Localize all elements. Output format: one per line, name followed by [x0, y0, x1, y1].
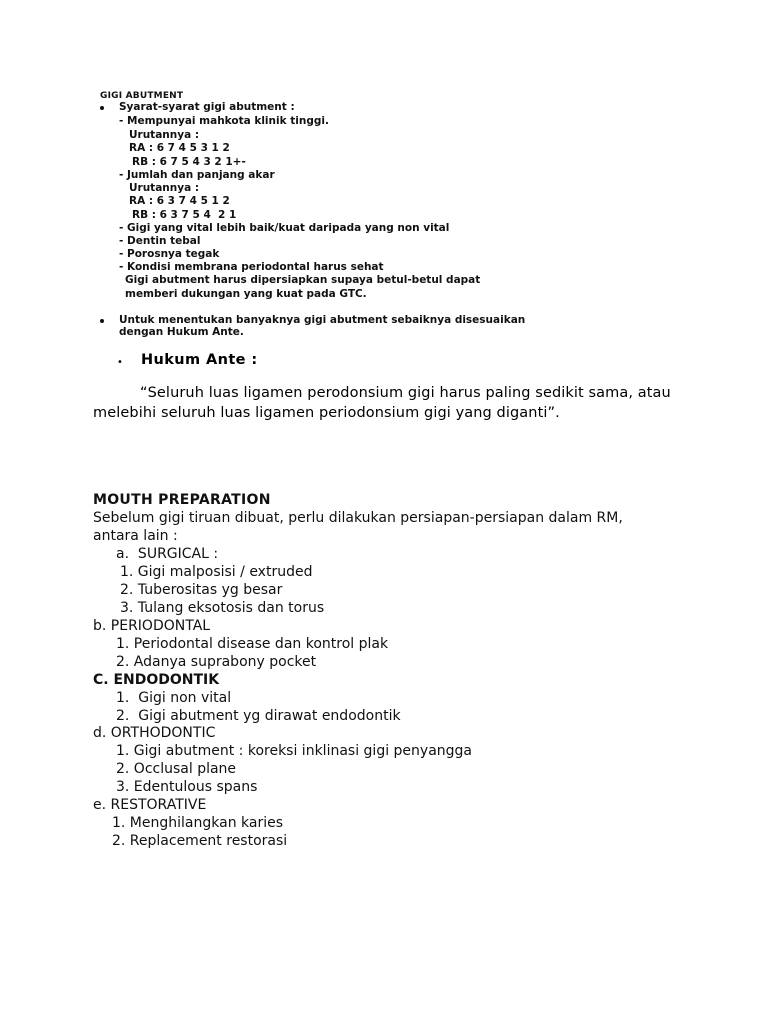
list-item: 2. Occlusal plane	[116, 761, 237, 777]
abutment-line: Syarat-syarat gigi abutment :	[119, 101, 295, 113]
list-item: 2. Adanya suprabony pocket	[116, 654, 317, 670]
abutment-line: - Dentin tebal	[119, 235, 201, 247]
category-orthodontic: d. ORTHODONTIC	[93, 725, 216, 741]
category-surgical: a. SURGICAL :	[116, 546, 219, 562]
abutment-line: RA : 6 7 4 5 3 1 2	[129, 142, 230, 154]
list-item: 1. Gigi abutment : koreksi inklinasi gigi penyangga	[116, 743, 473, 759]
abutment-line: Urutannya :	[129, 129, 200, 141]
mouth-heading: MOUTH PREPARATION	[93, 492, 271, 508]
list-item: 1. Gigi malposisi / extruded	[120, 564, 313, 580]
abutment-line: RB : 6 3 7 5 4 2 1	[132, 209, 237, 221]
hukum-heading: Hukum Ante :	[141, 352, 258, 368]
abutment-title: GIGI ABUTMENT	[100, 91, 184, 101]
category-endodontik: C. ENDODONTIK	[93, 672, 220, 688]
abutment-line: dengan Hukum Ante.	[119, 326, 244, 338]
list-item: 1. Gigi non vital	[116, 690, 232, 706]
abutment-line: - Gigi yang vital lebih baik/kuat daripada yang non vital	[119, 222, 450, 234]
bullet-dot	[100, 106, 104, 110]
hukum-bullet: •	[117, 357, 123, 368]
category-restorative: e. RESTORATIVE	[93, 797, 207, 813]
abutment-line: memberi dukungan yang kuat pada GTC.	[125, 288, 367, 300]
list-item: 2. Tuberositas yg besar	[120, 582, 283, 598]
abutment-line: - Porosnya tegak	[119, 248, 220, 260]
list-item: 1. Periodontal disease dan kontrol plak	[116, 636, 389, 652]
abutment-line: Urutannya :	[129, 182, 200, 194]
list-item: 1. Menghilangkan karies	[112, 815, 284, 831]
mouth-intro-line2: antara lain :	[93, 528, 178, 544]
abutment-line: - Jumlah dan panjang akar	[119, 169, 275, 181]
abutment-line: RA : 6 3 7 4 5 1 2	[129, 195, 230, 207]
mouth-intro-line1: Sebelum gigi tiruan dibuat, perlu dilakukan persiapan-persiapan dalam RM,	[93, 510, 623, 526]
abutment-line: Untuk menentukan banyaknya gigi abutment sebaiknya disesuaikan	[119, 314, 526, 326]
abutment-line: - Mempunyai mahkota klinik tinggi.	[119, 115, 329, 127]
list-item: 2. Replacement restorasi	[112, 833, 288, 849]
hukum-quote-line1: “Seluruh luas ligamen perodonsium gigi harus paling sedikit sama, atau	[140, 385, 671, 401]
abutment-line: - Kondisi membrana periodontal harus sehat	[119, 261, 384, 273]
abutment-line: Gigi abutment harus dipersiapkan supaya betul-betul dapat	[125, 274, 481, 286]
list-item: 3. Tulang eksotosis dan torus	[120, 600, 325, 616]
list-item: 3. Edentulous spans	[116, 779, 258, 795]
abutment-line: RB : 6 7 5 4 3 2 1+-	[132, 156, 246, 168]
hukum-quote-line2: melebihi seluruh luas ligamen periodonsium gigi yang diganti”.	[93, 405, 560, 421]
category-periodontal: b. PERIODONTAL	[93, 618, 211, 634]
bullet-dot	[100, 319, 104, 323]
list-item: 2. Gigi abutment yg dirawat endodontik	[116, 708, 401, 724]
